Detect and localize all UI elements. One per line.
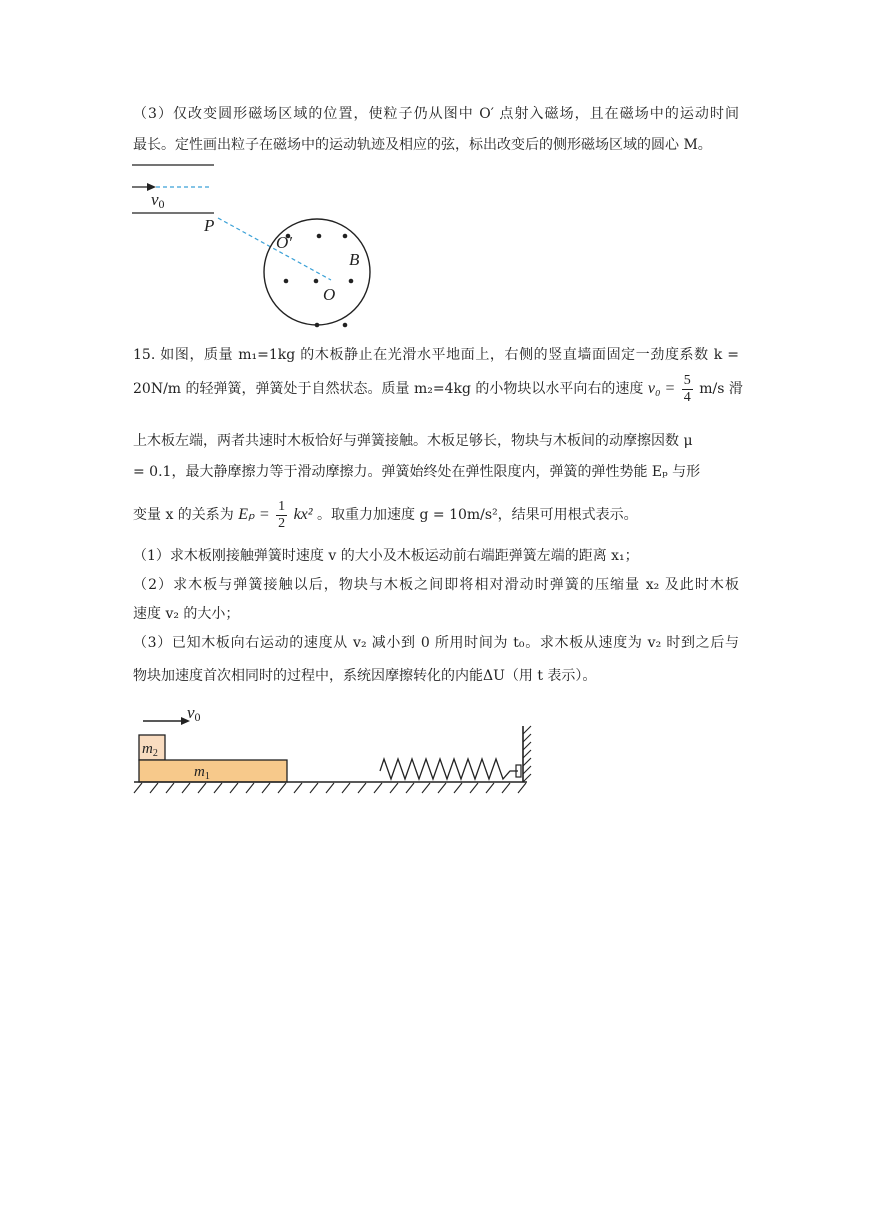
q15-line1: 15. 如图，质量 m₁=1kg 的木板静止在光滑水平地面上，右侧的竖直墙面固定一劲度系数 k = bbox=[133, 347, 739, 363]
field-dot bbox=[317, 234, 322, 239]
m1-sub: 1 bbox=[204, 771, 210, 782]
ep-equation-rhs: kx² bbox=[293, 506, 313, 523]
q15-sub3-line1: （3）已知木板向右运动的速度从 v₂ 减小到 0 所用时间为 t₀。求木板从速度为 v₂ 时到之后与 bbox=[133, 635, 739, 651]
q15-sub1: （1）求木板刚接触弹簧时速度 v 的大小及木板运动前右端距弹簧左端的距离 x₁； bbox=[133, 548, 639, 564]
q15-line2-text-a: 20N/m 的轻弹簧，弹簧处于自然状态。质量 m₂=4kg 的小物块以水平向右的速度 bbox=[133, 381, 644, 397]
fig1-v0-main: v bbox=[151, 190, 159, 209]
fig1-o-label: O bbox=[323, 285, 336, 304]
m2-main: m bbox=[142, 741, 153, 757]
ep-fraction bbox=[276, 499, 287, 532]
v0-equation-lhs: v₀ = bbox=[647, 380, 676, 397]
field-dot bbox=[343, 234, 348, 239]
ep-denominator: 2 bbox=[278, 515, 286, 531]
q15-line2 bbox=[133, 371, 743, 407]
ep-equation-lhs: Eₚ = bbox=[238, 506, 270, 523]
q15-sub2-line1: （2）求木板与弹簧接触以后，物块与木板之间即将相对滑动时弹簧的压缩量 x₂ 及此时木板 bbox=[133, 577, 739, 593]
fig1-v0-label bbox=[151, 190, 165, 211]
q15-line4: = 0.1，最大静摩擦力等于滑动摩擦力。弹簧始终处在弹性限度内，弹簧的弹性势能 Eₚ 与形 bbox=[133, 464, 701, 480]
q15-line5-text-a: 变量 x 的关系为 bbox=[133, 507, 234, 523]
v0-fraction bbox=[682, 373, 693, 406]
field-dot bbox=[349, 279, 354, 284]
fig2-v0-label bbox=[187, 703, 201, 724]
field-dot bbox=[284, 279, 289, 284]
v0-numerator: 5 bbox=[683, 372, 691, 388]
figure-board-spring bbox=[130, 700, 540, 800]
v0-denominator: 4 bbox=[683, 389, 691, 405]
fig2-v0-main: v bbox=[187, 703, 195, 722]
m1-main: m bbox=[194, 764, 205, 780]
fig1-p-label: P bbox=[204, 216, 215, 235]
fig1-b-label: B bbox=[349, 250, 360, 269]
q15-line3: 上木板左端，两者共速时木板恰好与弹簧接触。木板足够长，物块与木板间的动摩擦因数 μ bbox=[133, 433, 693, 449]
ground-hatch bbox=[134, 783, 526, 793]
field-dot bbox=[314, 279, 319, 284]
q15-sub3-line2: 物块加速度首次相同时的过程中，系统因摩擦转化的内能ΔU（用 t 表示）。 bbox=[133, 668, 597, 684]
figure-magnetic-field bbox=[130, 162, 386, 340]
fig2-v0-sub: 0 bbox=[194, 710, 201, 724]
q15-line5-text-b: 。取重力加速度 g = 10m/s²，结果可用根式表示。 bbox=[317, 507, 638, 523]
fig1-oprime-label: O′ bbox=[276, 233, 292, 252]
m2-sub: 2 bbox=[152, 748, 158, 759]
field-dot bbox=[343, 323, 348, 328]
fig1-v0-sub: 0 bbox=[158, 197, 165, 211]
wall-hatch bbox=[523, 726, 531, 782]
spring bbox=[380, 759, 518, 779]
q14-part3-line2: 最长。定性画出粒子在磁场中的运动轨迹及相应的弦，标出改变后的侧形磁场区域的圆心 M。 bbox=[133, 137, 712, 153]
q14-part3-line1: （3）仅改变圆形磁场区域的位置，使粒子仍从图中 O′ 点射入磁场，且在磁场中的运动时间 bbox=[133, 106, 739, 122]
board-m1 bbox=[139, 760, 287, 782]
q15-line2-text-b: m/s 滑 bbox=[699, 381, 743, 397]
field-dot bbox=[315, 323, 320, 328]
q15-line5 bbox=[133, 496, 638, 534]
ep-numerator: 1 bbox=[278, 498, 286, 514]
q15-sub2-line2: 速度 v₂ 的大小； bbox=[133, 606, 240, 622]
